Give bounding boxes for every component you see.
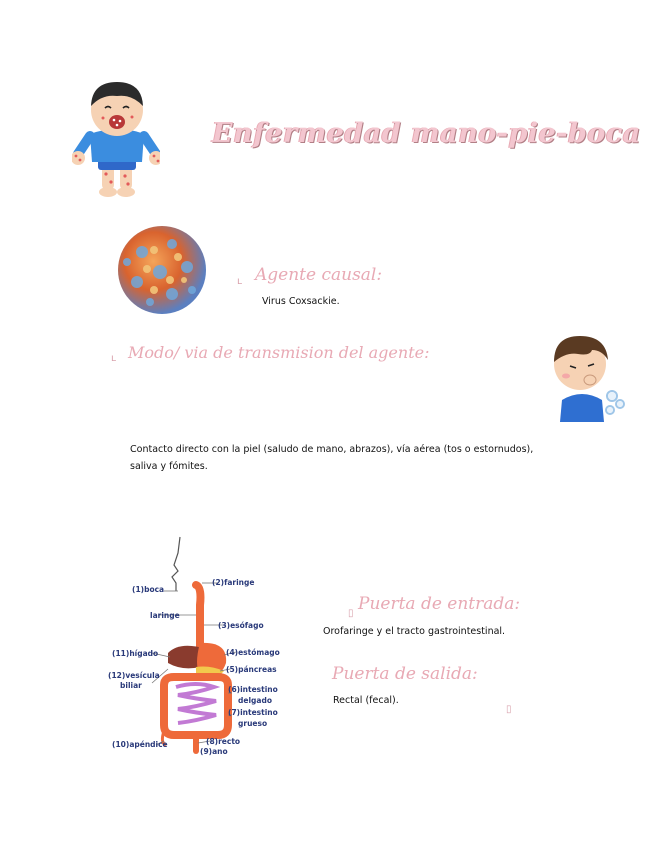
virus-illustration: [112, 222, 212, 318]
diagram-label-laringe: laringe: [150, 611, 180, 620]
diagram-label-apendice: apéndice: [129, 740, 168, 749]
diagram-label-intestino-delgado-2: delgado: [238, 696, 272, 705]
entry-heading: Puerta de entrada:: [358, 594, 521, 614]
diagram-number: 12: [111, 671, 122, 680]
diagram-label-boca: boca: [144, 585, 165, 594]
diagram-number: 1: [135, 585, 141, 594]
bullet-marker-icon: ▯: [506, 704, 512, 715]
diagram-label-higado: hígado: [129, 649, 159, 658]
diagram-number: 2: [215, 578, 221, 587]
diagram-number: 4: [229, 648, 235, 657]
diagram-number: 8: [209, 737, 215, 746]
diagram-number: 10: [115, 740, 126, 749]
diagram-label-recto: recto: [218, 737, 241, 746]
diagram-label-esofago: esófago: [230, 621, 264, 630]
diagram-number: 7: [231, 708, 237, 717]
exit-heading: Puerta de salida:: [332, 664, 478, 684]
bullet-marker-icon: ʟ: [111, 353, 117, 364]
transmission-heading: Modo/ via de transmision del agente:: [128, 343, 430, 362]
exit-text: Rectal (fecal).: [333, 695, 399, 706]
diagram-label-vesicula: vesícula: [125, 671, 160, 680]
diagram-label-ano: ano: [212, 747, 228, 756]
page-title: Enfermedad mano-pie-boca: [212, 118, 641, 149]
diagram-label-pancreas: páncreas: [238, 665, 277, 674]
diagram-number: 9: [203, 747, 209, 756]
diagram-label-estomago: estómago: [238, 648, 280, 657]
agent-text: Virus Coxsackie.: [262, 296, 340, 307]
sick-child-illustration: [72, 76, 160, 198]
transmission-text-line1: Contacto directo con la piel (saludo de mano, abrazos), vía aérea (tos o estornudos),: [130, 444, 534, 455]
diagram-label-vesicula-2: biliar: [120, 681, 142, 690]
diagram-number: 11: [115, 649, 126, 658]
bullet-marker-icon: ▯: [348, 608, 354, 619]
diagram-number: 6: [231, 685, 237, 694]
diagram-label-intestino-delgado: intestino: [240, 685, 278, 694]
digestive-system-diagram: (1)boca (2)faringe laringe (3)esófago (4)estómago (11)hígado (5)páncreas (12)vesícula biliar (6)intestino delgado (7)intestino grueso (10)apéndice (8)recto (9)ano: [100, 535, 290, 760]
diagram-label-intestino-grueso: intestino: [240, 708, 278, 717]
agent-heading: Agente causal:: [255, 265, 383, 285]
transmission-text-line2: saliva y fómites.: [130, 461, 208, 472]
diagram-label-intestino-grueso-2: grueso: [238, 719, 268, 728]
coughing-child-illustration: [548, 330, 628, 422]
diagram-number: 5: [229, 665, 235, 674]
bullet-marker-icon: ʟ: [237, 276, 243, 287]
entry-text: Orofaringe y el tracto gastrointestinal.: [323, 626, 506, 637]
diagram-number: 3: [221, 621, 227, 630]
diagram-label-faringe: faringe: [224, 578, 255, 587]
